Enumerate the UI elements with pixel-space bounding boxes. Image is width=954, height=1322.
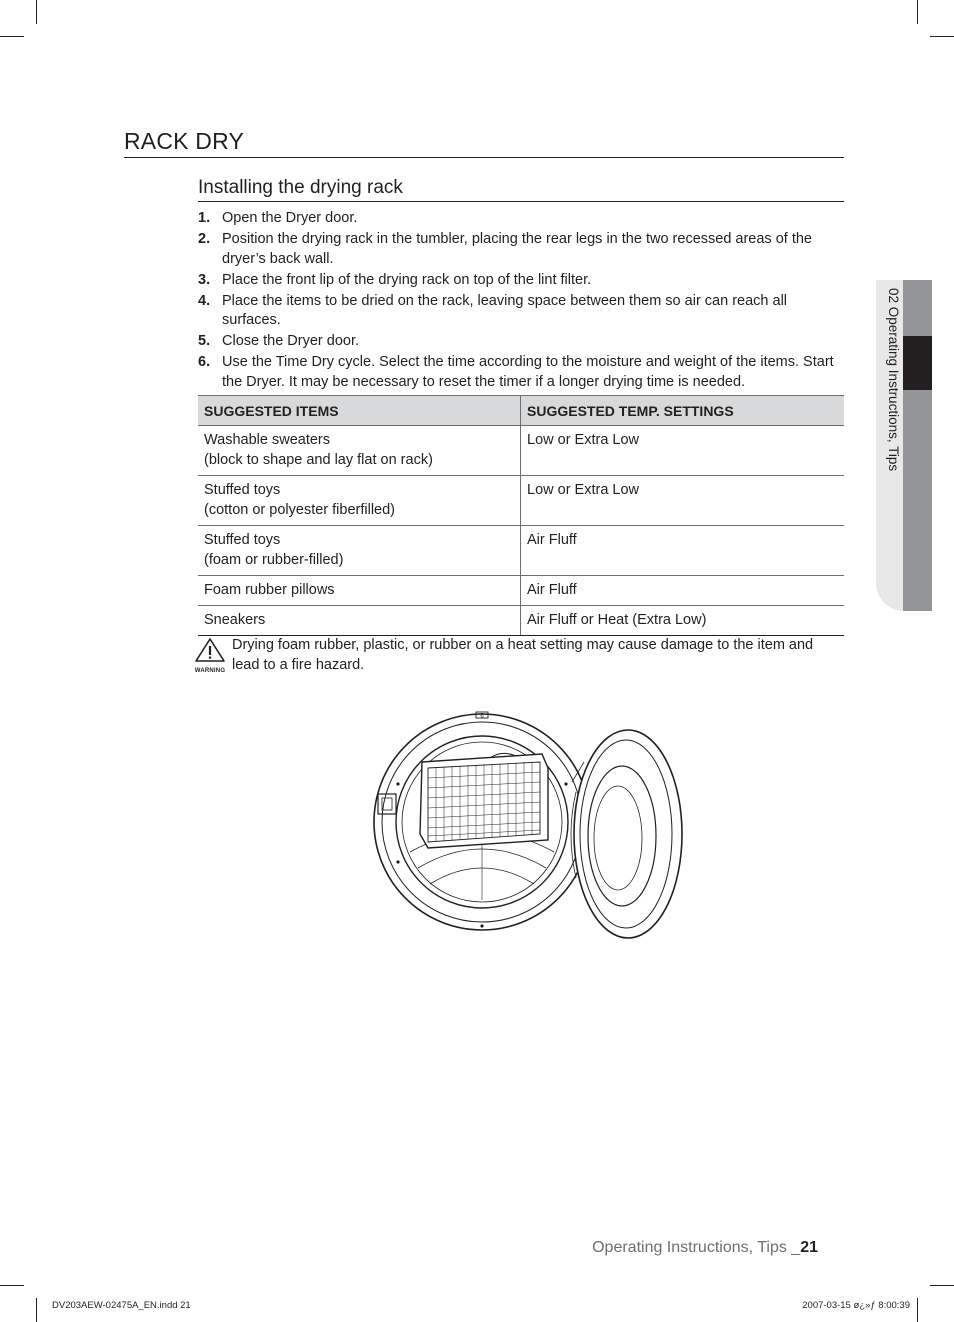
print-slug-file: DV203AEW-02475A_EN.indd 21	[52, 1300, 191, 1311]
column-header-settings: SUGGESTED TEMP. SETTINGS	[521, 396, 845, 426]
step-item	[198, 209, 844, 229]
item-name: Washable sweaters	[204, 432, 330, 448]
table-row	[198, 526, 844, 576]
footer-section: Operating Instructions, Tips _	[592, 1239, 801, 1256]
item-cell	[198, 476, 521, 526]
item-cell	[198, 606, 521, 636]
setting-cell: Low or Extra Low	[521, 426, 845, 476]
chapter-side-tab	[876, 280, 932, 611]
warning-icon-label: WARNING	[194, 668, 226, 674]
crop-mark	[930, 36, 954, 37]
crop-mark	[0, 1285, 24, 1286]
table-header-row	[198, 396, 844, 426]
table-row	[198, 606, 844, 636]
setting-cell: Low or Extra Low	[521, 476, 845, 526]
step-number: 5.	[198, 333, 211, 349]
table-row	[198, 476, 844, 526]
step-text: Use the Time Dry cycle. Select the time according to the moisture and weight of the items. Start the Dryer. It may be necessary to reset the timer if a longer drying time is needed.	[222, 354, 834, 390]
step-number: 4.	[198, 292, 211, 309]
item-cell	[198, 576, 521, 606]
column-header-items: SUGGESTED ITEMS	[198, 396, 521, 426]
warning-note	[192, 636, 844, 675]
item-name: Stuffed toys	[204, 532, 281, 548]
step-text: Close the Dryer door.	[222, 333, 360, 349]
crop-mark	[36, 1298, 37, 1322]
crop-mark	[917, 0, 918, 24]
dryer-rack-illustration	[370, 702, 690, 942]
step-item	[198, 292, 844, 331]
item-note: (cotton or polyester fiberfilled)	[204, 502, 395, 518]
section-title: RACK DRY	[124, 128, 245, 154]
step-item	[198, 332, 844, 352]
item-name: Sneakers	[204, 612, 266, 628]
item-name: Foam rubber pillows	[204, 582, 335, 598]
warning-text: Drying foam rubber, plastic, or rubber on a heat setting may cause damage to the item and lead to a fire hazard.	[232, 637, 814, 673]
item-cell	[198, 526, 521, 576]
step-text: Position the drying rack in the tumbler, placing the rear legs in the two recessed areas of the dryer’s back wall.	[222, 231, 812, 267]
step-number: 1.	[198, 210, 211, 226]
figure-label: 6	[480, 713, 484, 720]
item-note: (block to shape and lay flat on rack)	[204, 452, 433, 468]
item-note: (foam or rubber-filled)	[204, 552, 344, 568]
step-item	[198, 353, 844, 392]
subsection-title: Installing the drying rack	[198, 177, 403, 198]
table-row	[198, 426, 844, 476]
item-cell	[198, 426, 521, 476]
tab-chapter-marker	[903, 336, 932, 390]
step-text: Open the Dryer door.	[222, 210, 358, 226]
crop-mark	[917, 1298, 918, 1322]
step-text: Place the items to be dried on the rack, leaving space between them so air can reach all surfaces.	[222, 292, 788, 328]
section-divider	[124, 157, 844, 158]
setting-cell: Air Fluff or Heat (Extra Low)	[521, 606, 845, 636]
crop-mark	[36, 0, 37, 24]
table-row	[198, 576, 844, 606]
page-number: 21	[800, 1239, 818, 1256]
setting-cell: Air Fluff	[521, 526, 845, 576]
step-item	[198, 271, 844, 291]
item-name: Stuffed toys	[204, 482, 281, 498]
crop-mark	[930, 1285, 954, 1286]
step-number: 3.	[198, 271, 211, 288]
step-number: 6.	[198, 354, 211, 370]
step-text: Place the front lip of the drying rack on top of the lint filter.	[222, 271, 592, 288]
crop-mark	[0, 36, 24, 37]
step-number: 2.	[198, 231, 211, 247]
side-tab-label: 02 Operating Instructions, Tips	[886, 288, 901, 472]
step-item	[198, 230, 844, 269]
subsection-divider	[198, 201, 844, 202]
suggested-settings-table	[198, 395, 844, 636]
setting-cell: Air Fluff	[521, 576, 845, 606]
print-slug-timestamp: 2007-03-15 ø¿»ƒ 8:00:39	[802, 1300, 910, 1311]
tab-strip	[903, 280, 932, 611]
page-footer	[592, 1239, 818, 1257]
instruction-steps	[198, 209, 844, 394]
